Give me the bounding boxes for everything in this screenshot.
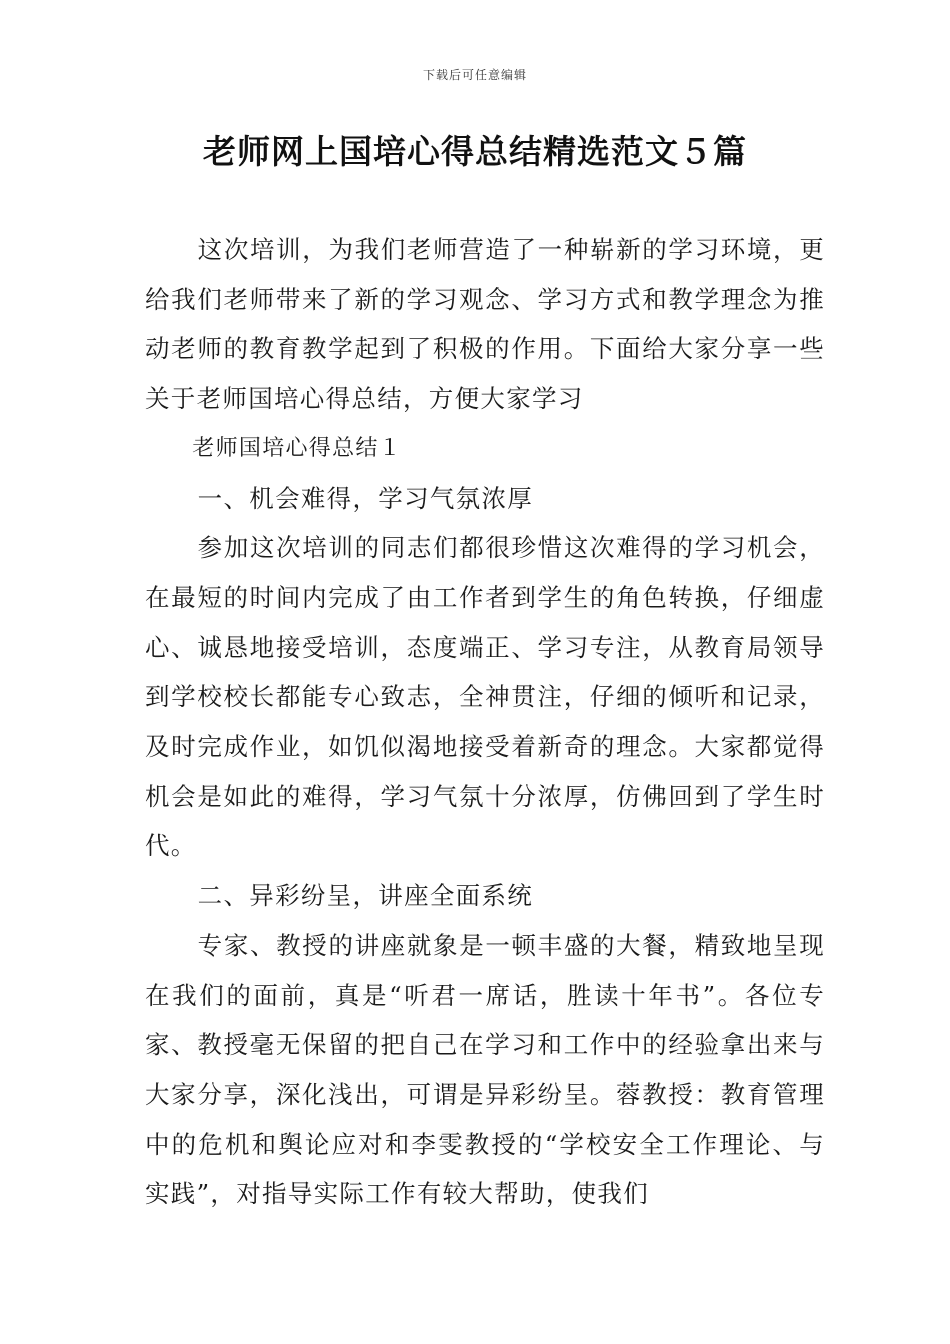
section-heading-summary-1: 老师国培心得总结１ [192,435,402,461]
document-body [145,225,825,1219]
section-heading-1: 一、机会难得，学习气氛浓厚 [197,483,534,513]
section-heading-2: 二、异彩纷呈，讲座全面系统 [197,881,534,911]
body-paragraph: 参加这次培训的同志们都很珍惜这次难得的学习机会，在最短的时间内完成了由工作者到学生的角色转换，仔细虚心、诚恳地接受培训，态度端正、学习专注，从教育局领导到学校校长都能专心致志，全神贯注，仔细的倾听和记录，及时完成作业，如饥似渴地接受着新奇的理念。大家都觉得机会是如此的难得，学习气氛十分浓厚，仿佛回到了学生时代。 [145,533,825,861]
body-paragraph: 专家、教授的讲座就象是一顿丰盛的大餐，精致地呈现在我们的面前，真是“听君一席话，胜读十年书”。各位专家、教授毫无保留的把自己在学习和工作中的经验拿出来与大家分享，深化浅出，可谓是异彩纷呈。蓉教授：教育管理中的危机和舆论应对和李雯教授的“学校安全工作理论、与实践”，对指导实际工作有较大帮助，使我们 [145,930,825,1209]
document-title: 老师网上国培心得总结精选范文５篇 [203,132,747,171]
header-note: 下载后可任意编辑 [422,68,527,82]
intro-paragraph: 这次培训，为我们老师营造了一种崭新的学习环境，更给我们老师带来了新的学习观念、学习方式和教学理念为推动老师的教育教学起到了积极的作用。下面给大家分享一些关于老师国培心得总结，方便大家学习 [145,235,825,414]
